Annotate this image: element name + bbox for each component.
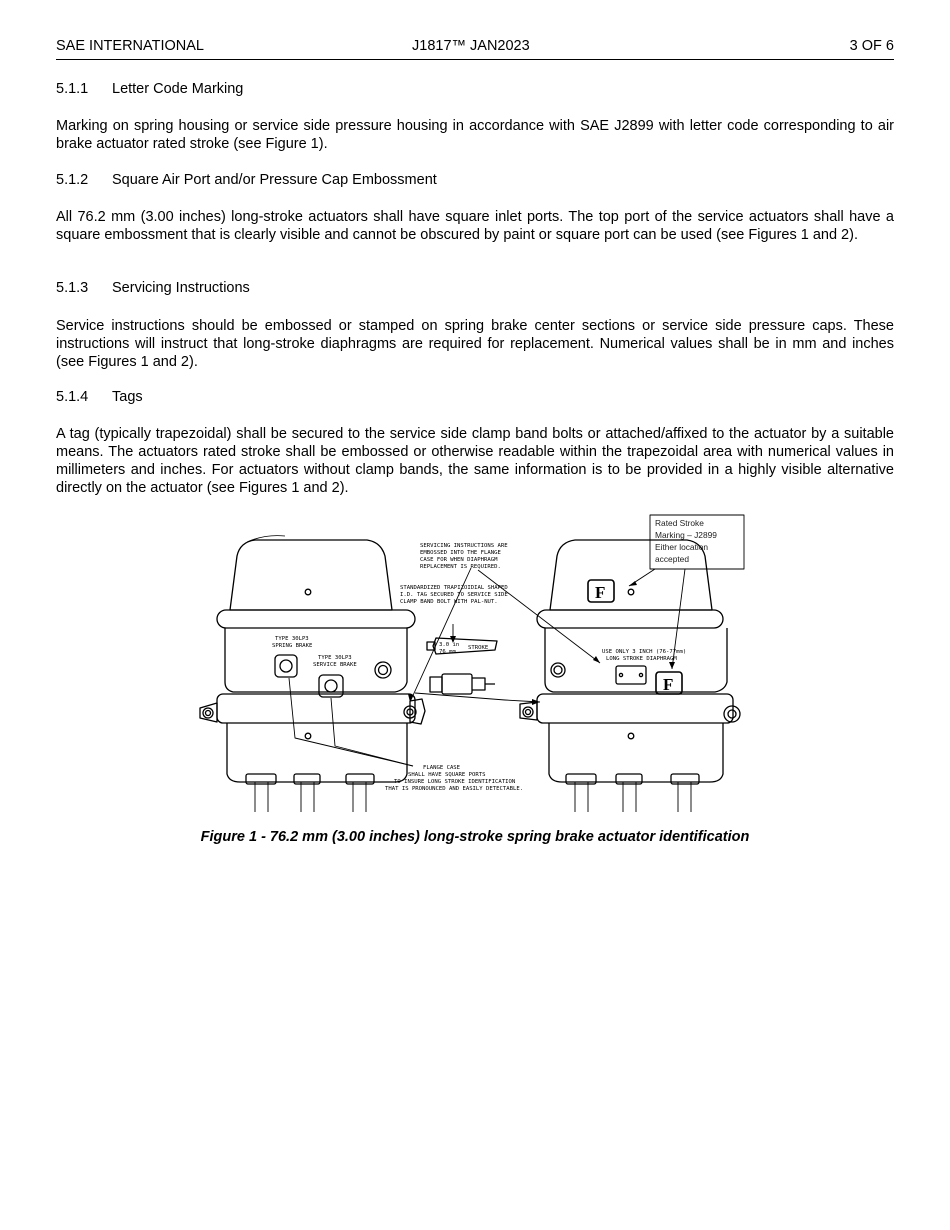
letter-code-bottom: F: [663, 675, 674, 694]
callout-line-1: Rated Stroke: [655, 518, 704, 528]
diaphragm-label-1: USE ONLY 3 INCH (76-77mm): [602, 649, 687, 655]
figure-caption: Figure 1 - 76.2 mm (3.00 inches) long-stroke spring brake actuator identification: [200, 829, 750, 845]
section-title: Tags: [112, 389, 143, 405]
header-page-number: 3 OF 6: [849, 38, 894, 54]
servicing-note-line-1: SERVICING INSTRUCTIONS ARE: [420, 543, 508, 549]
servicing-note-line-4: REPLACEMENT IS REQUIRED.: [420, 564, 501, 570]
actuator-line-drawing: [195, 512, 755, 812]
tag-text-mm: 76 mm: [439, 649, 456, 655]
section-title: Servicing Instructions: [112, 280, 250, 296]
diaphragm-label-2: LONG STROKE DIAPHRAGM: [606, 656, 677, 662]
header-organization: SAE INTERNATIONAL: [56, 38, 204, 54]
section-heading-5-1-4: [56, 389, 143, 405]
flange-note-line-3: TO INSURE LONG STROKE IDENTIFICATION: [394, 779, 516, 785]
section-number: 5.1.4: [56, 389, 89, 405]
header-rule: [56, 59, 894, 60]
section-title: Square Air Port and/or Pressure Cap Embossment: [112, 172, 437, 188]
servicing-note-line-2: EMBOSSED INTO THE FLANGE: [420, 550, 501, 556]
callout-line-3: Either location: [655, 542, 709, 552]
section-heading-5-1-3: [56, 280, 250, 296]
section-number: 5.1.2: [56, 172, 89, 188]
tag-note-line-2: I.D. TAG SECURED TO SERVICE SIDE: [400, 592, 508, 598]
tag-note-line-3: CLAMP BAND BOLT WITH PAL-NUT.: [400, 599, 498, 605]
flange-note-line-1: FLANGE CASE: [423, 765, 461, 771]
section-number: 5.1.1: [56, 81, 89, 97]
service-brake-label-2: SERVICE BRAKE: [313, 662, 357, 668]
figure-1-actuator-drawing: [195, 512, 755, 812]
spring-brake-label-1: TYPE 30LP3: [275, 636, 309, 642]
flange-note-line-2: SHALL HAVE SQUARE PORTS: [408, 772, 486, 778]
tag-note-line-1: STANDARDIZED TRAPIZOIDIAL SHAPED: [400, 585, 508, 591]
callout-line-2: Marking – J2899: [655, 530, 717, 540]
section-body-5-1-2: All 76.2 mm (3.00 inches) long-stroke actuators shall have square inlet ports. The top port of the service actuators shall have a square embossment that is clearly visible and cannot be obscured by paint or square port can be used (see Figures 1 and 2).: [56, 209, 894, 243]
tag-text-stroke: STROKE: [468, 645, 489, 651]
letter-code-top: F: [595, 583, 606, 602]
callout-line-4: accepted: [655, 554, 689, 564]
header-document-id: J1817™ JAN2023: [412, 38, 530, 54]
section-body-5-1-1: Marking on spring housing or service side pressure housing in accordance with SAE J2899 with letter code corresponding to air brake actuator rated stroke (see Figure 1).: [56, 118, 894, 152]
flange-note-line-4: THAT IS PRONOUNCED AND EASILY DETECTABLE.: [385, 786, 524, 792]
service-brake-actuator-right: [520, 540, 740, 812]
spring-brake-label-2: SPRING BRAKE: [272, 643, 313, 649]
section-title: Letter Code Marking: [112, 81, 244, 97]
spring-brake-actuator-left: [200, 536, 425, 812]
section-heading-5-1-2: [56, 172, 437, 188]
section-number: 5.1.3: [56, 280, 89, 296]
tag-text-inches: 3.0 in: [439, 642, 460, 648]
service-brake-label-1: TYPE 30LP3: [318, 655, 352, 661]
section-body-5-1-4: A tag (typically trapezoidal) shall be secured to the service side clamp band bolts or attached/affixed to the actuator by a suitable means. The actuators rated stroke shall be embossed or otherwise readable within the trapezoidal area with numerical values in millimeters and inches. For actuators without clamp bands, the same information is to be provided in a highly visible alternative directly on the actuator (see Figures 1 and 2).: [56, 426, 894, 496]
section-heading-5-1-1: [56, 81, 243, 97]
section-body-5-1-3: Service instructions should be embossed or stamped on spring brake center sections or service side pressure caps. These instructions will instruct that long-stroke diaphragms are required for replacement. Numerical values shall be in mm and inches (see Figures 1 and 2).: [56, 318, 894, 370]
servicing-note-line-3: CASE FOR WHEN DIAPHRAGM: [420, 557, 498, 563]
